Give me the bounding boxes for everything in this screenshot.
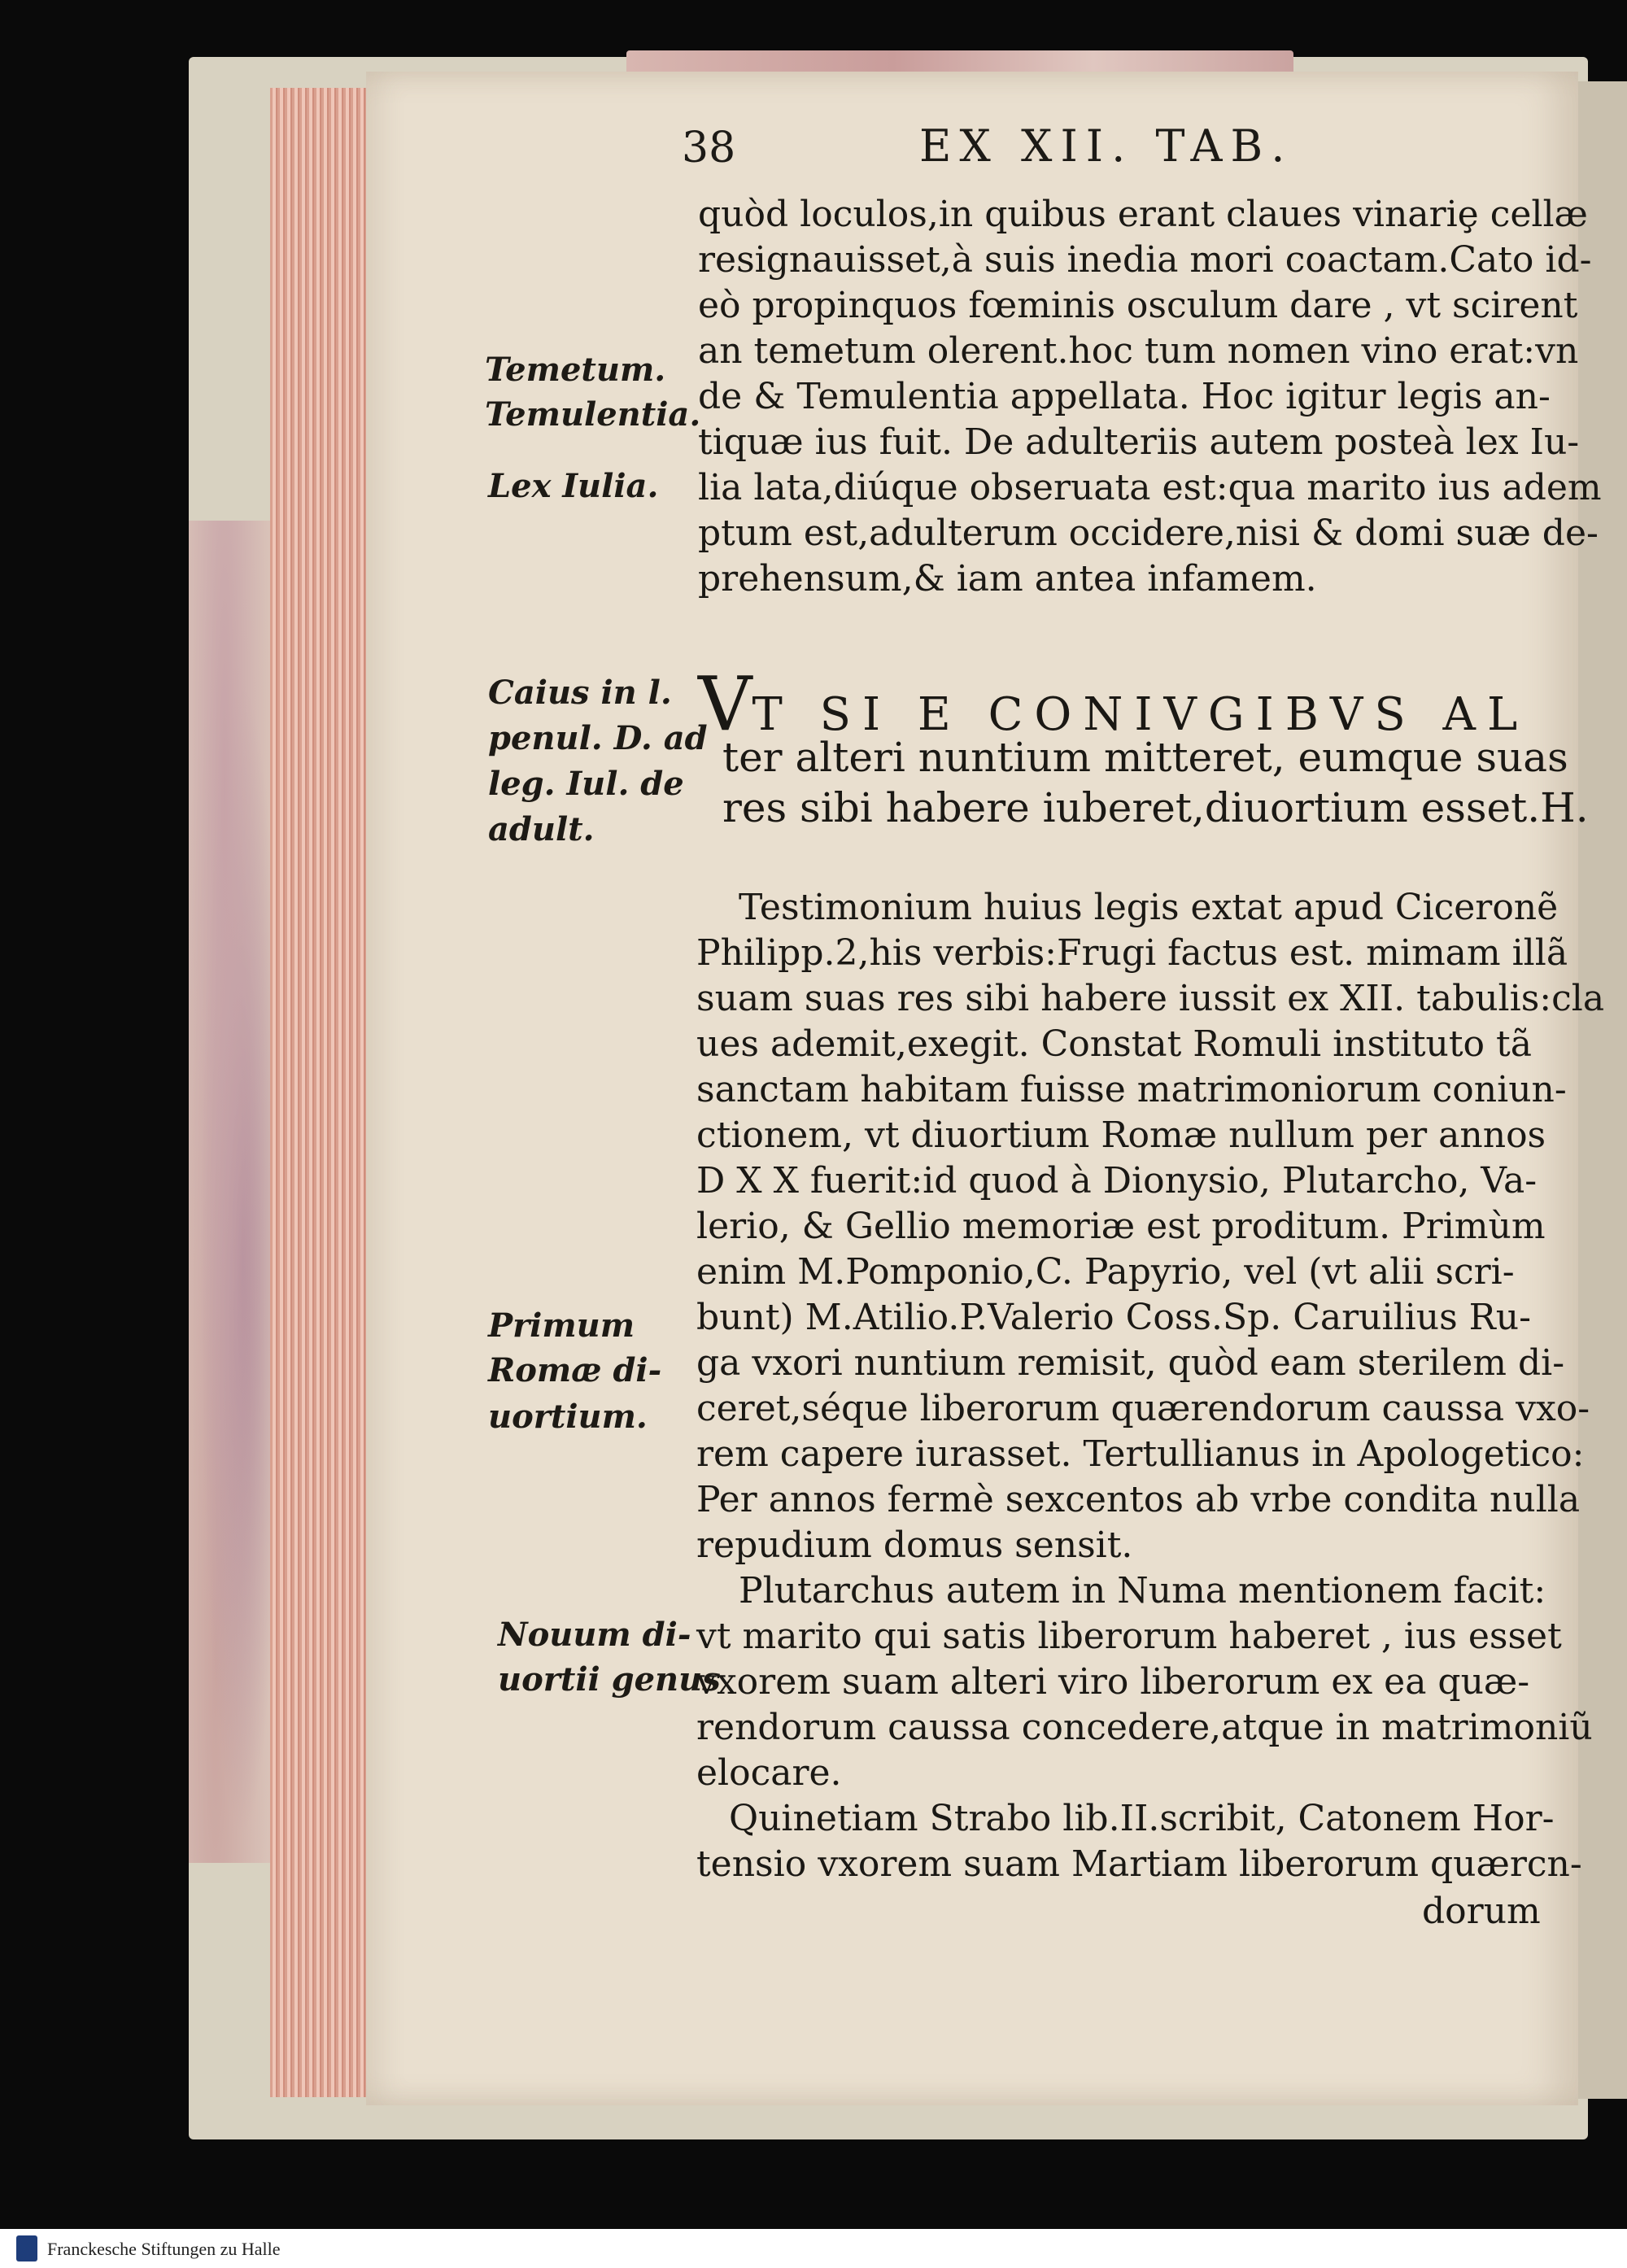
- text-line: enim M.Pomponio,C. Papyrio, vel (vt alii scri-: [696, 1251, 1515, 1293]
- text-line: ues ademit,exegit. Constat Romuli instituto tã: [696, 1023, 1532, 1065]
- text-line: de & Temulentia appellata. Hoc igitur legis an-: [698, 376, 1551, 417]
- text-line: suam suas res sibi habere iussit ex XII. tabulis:cla: [696, 978, 1605, 1019]
- margin-note: Lex Iulia.: [488, 467, 659, 505]
- institution-name: Franckesche Stiftungen zu Halle: [47, 2239, 281, 2259]
- institution-logo-icon: [16, 2235, 37, 2261]
- text-line: ceret,séque liberorum quærendorum caussa vxo-: [696, 1388, 1590, 1429]
- page-edges: [270, 88, 366, 2097]
- text-line: tensio vxorem suam Martiam liberorum quærcn-: [696, 1843, 1582, 1885]
- text-line: Quinetiam Strabo lib.II.scribit, Catonem Hor-: [729, 1798, 1555, 1839]
- law-heading-line: [698, 661, 1529, 748]
- text-line: prehensum,& iam antea infamem.: [698, 558, 1317, 600]
- text-line: tiquæ ius fuit. De adulteriis autem posteà lex Iu-: [698, 421, 1580, 463]
- page-number: 38: [682, 124, 736, 172]
- running-title: EX XII. TAB.: [919, 120, 1293, 172]
- margin-note: Primum: [488, 1306, 635, 1345]
- margin-note: adult.: [488, 810, 595, 848]
- margin-note: Temetum.: [485, 351, 666, 389]
- text-line: bunt) M.Atilio.P.Valerio Coss.Sp. Caruilius Ru-: [696, 1297, 1531, 1338]
- text-line: lerio, & Gellio memoriæ est proditum. Primùm: [696, 1206, 1546, 1247]
- law-heading-line: res sibi habere iuberet,diuortium esset.H.: [722, 784, 1589, 831]
- text-line: ga vxori nuntium remisit, quòd eam sterilem di-: [696, 1342, 1565, 1384]
- margin-note: Nouum di-: [498, 1616, 691, 1654]
- text-line: repudium domus sensit.: [696, 1524, 1133, 1566]
- catchword: dorum: [1422, 1891, 1541, 1932]
- margin-note: Romæ di-: [488, 1351, 662, 1389]
- margin-note: penul. D. ad: [488, 719, 708, 757]
- text-line: ptum est,adulterum occidere,nisi & domi suæ de-: [698, 512, 1599, 554]
- text-line: resignauisset,à suis inedia mori coactam.Cato id-: [698, 239, 1592, 281]
- text-line: quòd loculos,in quibus erant claues vinariȩ cellæ: [698, 194, 1588, 235]
- text-line: lia lata,diúque obseruata est:qua marito ius adem: [698, 467, 1602, 508]
- text-line: vxorem suam alteri viro liberorum ex ea quæ-: [696, 1661, 1530, 1703]
- text-line: sanctam habitam fuisse matrimoniorum coniun-: [696, 1069, 1567, 1110]
- text-line: ctionem, vt diuortium Romæ nullum per annos: [696, 1114, 1546, 1156]
- margin-note: leg. Iul. de: [488, 765, 684, 803]
- margin-note: uortium.: [488, 1398, 648, 1436]
- marbled-endpaper-left: [189, 521, 278, 1863]
- facing-page-edge: [1578, 81, 1627, 2099]
- text-line: Plutarchus autem in Numa mentionem facit:: [739, 1570, 1546, 1612]
- text-line: rem capere iurasset. Tertullianus in Apologetico:: [696, 1433, 1585, 1475]
- margin-note: Caius in l.: [488, 674, 672, 712]
- text-line: D X X fuerit:id quod à Dionysio, Plutarcho, Va-: [696, 1160, 1538, 1202]
- margin-note: uortii genus: [498, 1660, 721, 1699]
- text-line: rendorum caussa concedere,atque in matrimoniũ: [696, 1707, 1593, 1748]
- text-line: Philipp.2,his verbis:Frugi factus est. mimam illã: [696, 932, 1568, 974]
- margin-note: Temulentia.: [485, 395, 701, 434]
- initial-letter: V: [698, 661, 752, 748]
- law-heading-line: ter alteri nuntium mitteret, eumque suas: [722, 734, 1568, 781]
- text-line: elocare.: [696, 1752, 842, 1794]
- text-line: Per annos fermè sexcentos ab vrbe condita nulla: [696, 1479, 1581, 1520]
- text-line: vt marito qui satis liberorum haberet , ius esset: [696, 1616, 1562, 1657]
- text-line: eò propinquos fœminis osculum dare , vt scirent: [698, 285, 1578, 326]
- text-line: an temetum olerent.hoc tum nomen vino erat:vn: [698, 330, 1579, 372]
- text-line: Testimonium huius legis extat apud Ciceronẽ: [739, 887, 1559, 928]
- law-heading-text: T SI E CONIVGIBVS AL: [752, 688, 1529, 741]
